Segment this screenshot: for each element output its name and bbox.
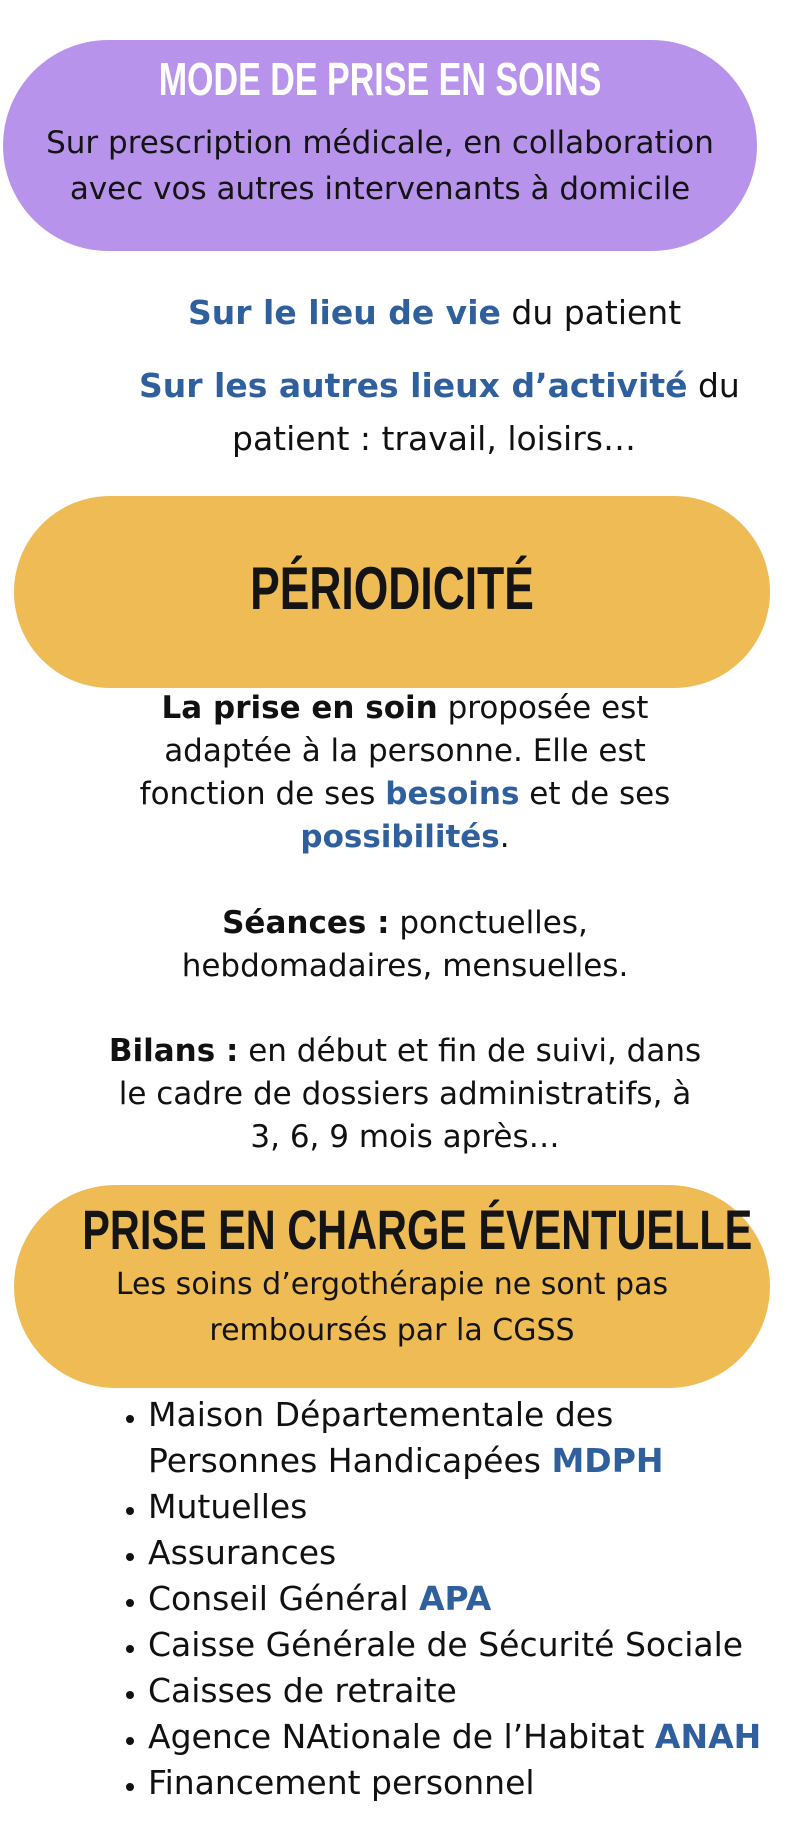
p1-text-a: proposée est [437, 690, 649, 726]
periodicite-title: PÉRIODICITÉ [250, 555, 534, 622]
besoins-highlight: besoins [385, 776, 520, 812]
prise-en-charge-banner [14, 1185, 770, 1388]
seances-text-a: ponctuelles, [389, 905, 588, 941]
mode-prise-en-soins-banner [3, 40, 757, 251]
funder-text: Mutuelles [148, 1487, 308, 1526]
bilans-line2: le cadre de dossiers administratifs, à [118, 1076, 692, 1112]
periodicite-paragraph [60, 687, 750, 859]
funder-text: Caisse Générale de Sécurité Sociale [148, 1625, 744, 1664]
seances-line2: hebdomadaires, mensuelles. [181, 948, 629, 984]
autres-lieux-rest: du [687, 366, 740, 405]
mode-subtitle-line2: avec vos autres intervenants à domicile [69, 171, 691, 207]
funder-text: Conseil Général [148, 1579, 420, 1618]
funder-text: Assurances [148, 1533, 337, 1572]
funder-acronym: ANAH [654, 1717, 762, 1756]
p1-line2: adaptée à la personne. Elle est [164, 733, 646, 769]
periodicite-banner [14, 496, 770, 688]
lieu-de-vie-line [188, 293, 681, 332]
bilans-text-a: en début et fin de suivi, dans [238, 1033, 702, 1069]
bilans-bold: Bilans : [108, 1033, 239, 1069]
list-item [148, 1714, 812, 1760]
prise-en-charge-subtitle-line2: remboursés par la CGSS [209, 1313, 575, 1348]
funder-acronym: APA [419, 1579, 492, 1618]
bilans-line3: 3, 6, 9 mois après… [250, 1119, 560, 1155]
list-item [148, 1576, 812, 1622]
p1-line3-a: fonction de ses [139, 776, 386, 812]
prise-en-charge-title: PRISE EN CHARGE ÉVENTUELLE [82, 1198, 753, 1261]
possibilites-highlight: possibilités [300, 819, 500, 855]
list-item [148, 1484, 812, 1530]
list-item [148, 1392, 812, 1484]
funder-text: Financement personnel [148, 1763, 535, 1802]
prise-en-charge-subtitle-line1: Les soins d’ergothérapie ne sont pas [115, 1267, 669, 1302]
prise-en-soin-bold: La prise en soin [161, 690, 438, 726]
p1-period: . [499, 819, 510, 855]
funder-text: Caisses de retraite [148, 1671, 457, 1710]
prise-en-charge-subtitle [14, 1262, 770, 1354]
p1-line3-b: et de ses [519, 776, 671, 812]
mode-title: MODE DE PRISE EN SOINS [158, 53, 602, 105]
autres-lieux-highlight: Sur les autres lieux d’activité [139, 366, 688, 405]
funder-acronym: MDPH [551, 1441, 664, 1480]
mode-subtitle-line1: Sur prescription médicale, en collaboration [46, 125, 714, 161]
list-item [148, 1530, 812, 1576]
funders-list [104, 1392, 812, 1806]
bilans-paragraph [60, 1030, 750, 1159]
list-item [148, 1622, 812, 1668]
list-item [148, 1760, 812, 1806]
funder-text2: Personnes Handicapées [148, 1441, 552, 1480]
mode-subtitle [3, 120, 757, 212]
lieu-de-vie-rest: du patient [500, 293, 682, 332]
seances-bold: Séances : [222, 905, 390, 941]
autres-lieux-line [139, 366, 740, 405]
autres-lieux-line2: patient : travail, loisirs… [232, 419, 636, 458]
funder-text: Agence NAtionale de l’Habitat [148, 1717, 655, 1756]
seances-paragraph [60, 902, 750, 988]
list-item [148, 1668, 812, 1714]
lieu-de-vie-highlight: Sur le lieu de vie [188, 293, 501, 332]
funder-text: Maison Départementale des [148, 1395, 614, 1434]
